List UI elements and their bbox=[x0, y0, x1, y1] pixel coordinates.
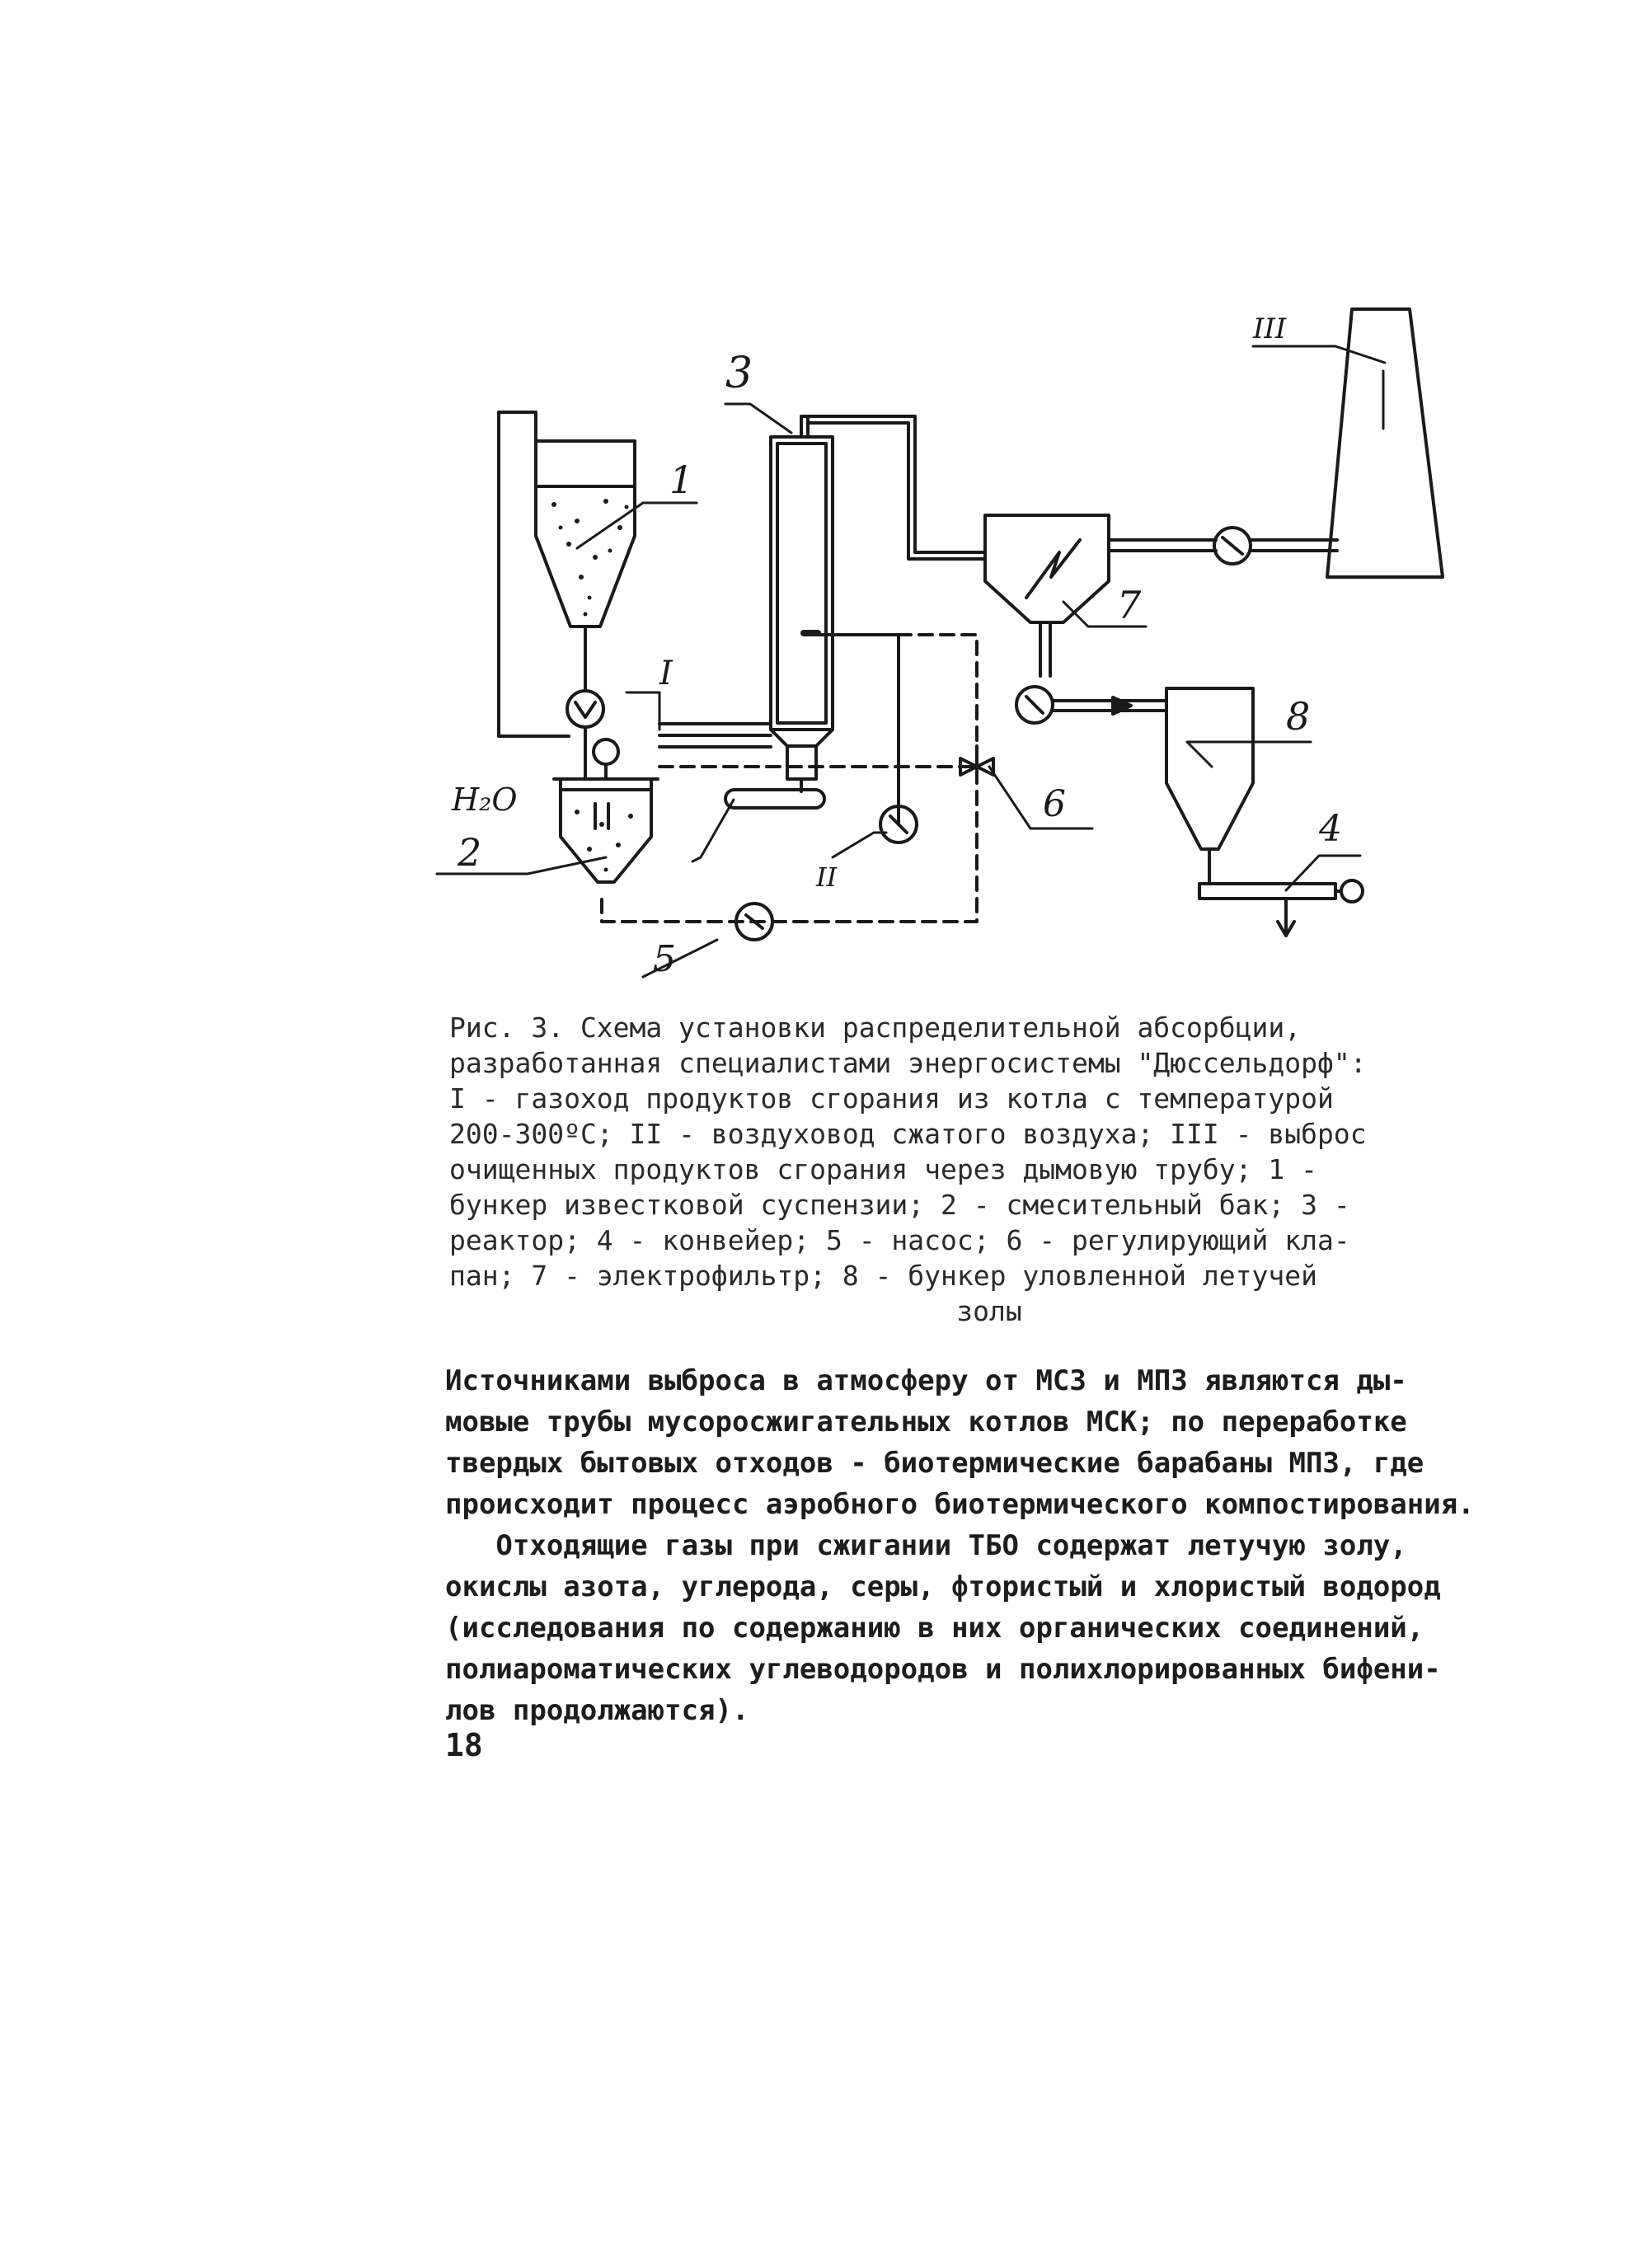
body-line: лов продолжаются). bbox=[445, 1694, 749, 1727]
body-line: Отходящие газы при сжигании ТБО содержат летучую золу, bbox=[445, 1529, 1407, 1562]
body-line: твердых бытовых отходов - биотермические барабаны МПЗ, где bbox=[445, 1447, 1424, 1480]
label-filter-7: 7 bbox=[1117, 583, 1142, 627]
label-mixing-tank-2: 2 bbox=[458, 830, 482, 875]
fly-ash-bunker bbox=[1166, 688, 1253, 884]
caption-line: Рис. 3. Схема установки распределительной абсорбции, bbox=[449, 1011, 1302, 1044]
body-line: окислы азота, углерода, серы, фтористый и хлористый водород bbox=[445, 1570, 1441, 1603]
label-pump-5: 5 bbox=[653, 938, 676, 980]
body-line: полиароматических углеводородов и полихлорированных бифени- bbox=[445, 1653, 1441, 1686]
mixing-tank bbox=[554, 779, 658, 882]
absorption-plant-diagram bbox=[0, 0, 1652, 1022]
label-valve-6: 6 bbox=[1043, 783, 1066, 825]
body-line: мовые трубы мусоросжигательных котлов МСК; по переработке bbox=[445, 1406, 1407, 1439]
body-line: (исследования по содержанию в них органических соединений, bbox=[445, 1612, 1424, 1645]
page-number: 18 bbox=[445, 1727, 483, 1763]
body-paragraphs bbox=[445, 1360, 1484, 1731]
electrostatic-filter bbox=[985, 515, 1109, 676]
feed-pump bbox=[567, 691, 603, 727]
caption-line: пан; 7 - электрофильтр; 8 - бункер уловленной летучей bbox=[449, 1260, 1317, 1292]
caption-line: разработанная специалистами энергосистемы "Дюссельдорф": bbox=[449, 1047, 1367, 1079]
body-line: Источниками выброса в атмосферу от МСЗ и МПЗ являются ды- bbox=[445, 1364, 1407, 1397]
label-stack-III: III bbox=[1253, 312, 1287, 345]
label-bunker-1: 1 bbox=[669, 458, 694, 502]
compressed-air-duct bbox=[725, 790, 824, 808]
caption-line: I - газоход продуктов сгорания из котла с температурой bbox=[449, 1082, 1334, 1115]
water-line bbox=[499, 412, 569, 736]
reactor bbox=[771, 416, 833, 791]
caption-last-line: золы bbox=[956, 1295, 1022, 1327]
label-conveyor-4: 4 bbox=[1319, 808, 1342, 850]
label-water: H₂O bbox=[452, 781, 518, 818]
label-reactor-3: 3 bbox=[725, 349, 753, 398]
caption-line: бункер известковой суспензии; 2 - смесительный бак; 3 - bbox=[449, 1189, 1350, 1221]
label-flue-duct-I: I bbox=[659, 655, 673, 692]
lime-suspension-bunker bbox=[536, 441, 635, 691]
caption-line: очищенных продуктов сгорания через дымовую трубу; 1 - bbox=[449, 1153, 1317, 1185]
label-air-duct-II: II bbox=[816, 861, 838, 893]
caption-line: реактор; 4 - конвейер; 5 - насос; 6 - регулирующий кла- bbox=[449, 1224, 1350, 1256]
figure-caption bbox=[449, 1010, 1430, 1329]
label-ash-bunker-8: 8 bbox=[1286, 694, 1311, 739]
caption-line: 200-300ºС; II - воздуховод сжатого воздуха; III - выброс bbox=[449, 1118, 1367, 1150]
body-line: происходит процесс аэробного биотермического компостирования. bbox=[445, 1488, 1475, 1521]
conveyor bbox=[1199, 880, 1363, 936]
